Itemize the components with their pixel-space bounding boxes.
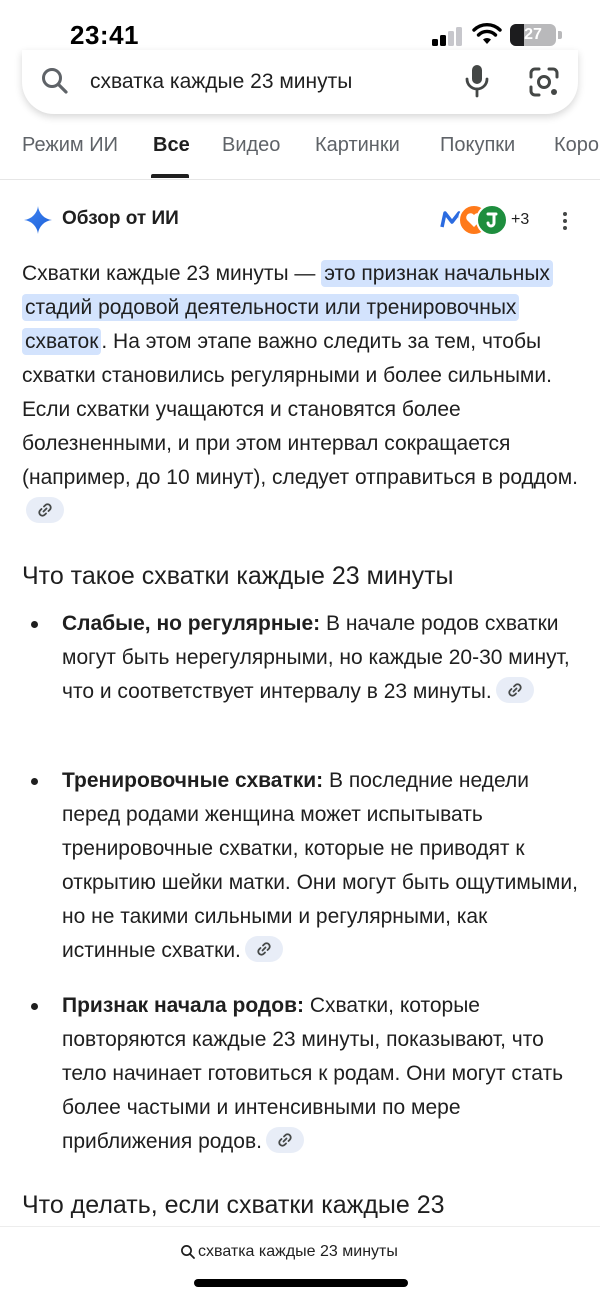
bullet-text: В последние недели перед родами женщина может испытывать тренировочные схватки, которые не приводят к открытию шейки матки. Они могут быть ощутимыми, но не такими сильными и регулярными, как истинные схватки. bbox=[62, 769, 578, 962]
bullet-marker bbox=[31, 778, 38, 785]
tab-video[interactable]: Видео bbox=[222, 134, 281, 156]
summary-lead: Схватки каждые 23 минуты — bbox=[22, 262, 322, 285]
ai-overview-summary bbox=[22, 257, 582, 529]
gemini-spark-icon bbox=[24, 206, 52, 234]
bullet-title: Тренировочные схватки: bbox=[62, 769, 324, 792]
source-favicon-3[interactable] bbox=[476, 204, 508, 236]
bullet-title: Признак начала родов: bbox=[62, 994, 304, 1017]
bullet-text: Схватки, которые повторяются каждые 23 минуты, показывают, что тело начинает готовиться к родам. Они могут стать более частыми и интенсивными по мере приближения родов. bbox=[62, 994, 564, 1153]
battery-icon bbox=[510, 24, 556, 46]
home-indicator[interactable] bbox=[194, 1279, 408, 1287]
active-tab-indicator bbox=[151, 174, 189, 178]
more-options-icon[interactable] bbox=[556, 206, 574, 234]
search-icon[interactable] bbox=[180, 1244, 196, 1260]
bullet-marker bbox=[31, 1003, 38, 1010]
search-icon[interactable] bbox=[40, 66, 70, 96]
tab-images[interactable]: Картинки bbox=[315, 134, 400, 156]
ai-overview-title: Обзор от ИИ bbox=[62, 208, 179, 229]
citation-link-chip[interactable] bbox=[496, 677, 534, 703]
link-icon bbox=[277, 1132, 293, 1148]
bullet-title: Слабые, но регулярные: bbox=[62, 612, 321, 635]
bottom-search-query[interactable]: схватка каждые 23 минуты bbox=[198, 1243, 398, 1260]
google-lens-icon[interactable] bbox=[528, 66, 560, 98]
link-icon bbox=[507, 682, 523, 698]
list-item bbox=[62, 989, 584, 1159]
search-input[interactable]: схватка каждые 23 минуты bbox=[90, 70, 353, 93]
bullet-marker bbox=[31, 621, 38, 628]
tab-short[interactable]: Коро bbox=[554, 134, 600, 156]
citation-link-chip[interactable] bbox=[266, 1127, 304, 1153]
list-item bbox=[62, 607, 584, 709]
list-item bbox=[62, 764, 584, 968]
citation-link-chip[interactable] bbox=[245, 936, 283, 962]
summary-highlight[interactable]: это признак начальных стадий родовой деятельности или тренировочных схваток bbox=[22, 260, 553, 355]
bullet-text: В начале родов схватки могут быть нерегулярными, но каждые 20-30 минут, что и соответствует интервалу в 23 минуты. bbox=[62, 612, 570, 703]
link-icon bbox=[37, 502, 53, 518]
cellular-signal-icon bbox=[432, 26, 464, 46]
status-time: 23:41 bbox=[70, 20, 139, 50]
tab-all[interactable]: Все bbox=[153, 134, 190, 156]
citation-link-chip[interactable] bbox=[26, 497, 64, 523]
battery-level: 27 bbox=[524, 26, 542, 43]
tab-ai-mode[interactable]: Режим ИИ bbox=[22, 134, 118, 156]
search-tabs bbox=[0, 122, 600, 180]
section-heading: Что делать, если схватки каждые 23 bbox=[22, 1191, 445, 1219]
microphone-icon[interactable] bbox=[462, 63, 492, 99]
wifi-icon bbox=[472, 22, 502, 46]
section-heading: Что такое схватки каждые 23 минуты bbox=[22, 562, 454, 590]
source-letter-logo-icon bbox=[478, 206, 506, 234]
link-icon bbox=[256, 941, 272, 957]
summary-rest: . На этом этапе важно следить за тем, чтобы схватки становились регулярными и более сильными. Если схватки учащаются и становятся более болезненными, и при этом интервал сокращается (например, до 10 минут), следует отправиться в роддом. bbox=[22, 330, 579, 489]
tab-shopping[interactable]: Покупки bbox=[440, 134, 516, 156]
more-sources-count[interactable]: +3 bbox=[511, 211, 530, 228]
battery-cap bbox=[558, 31, 562, 39]
